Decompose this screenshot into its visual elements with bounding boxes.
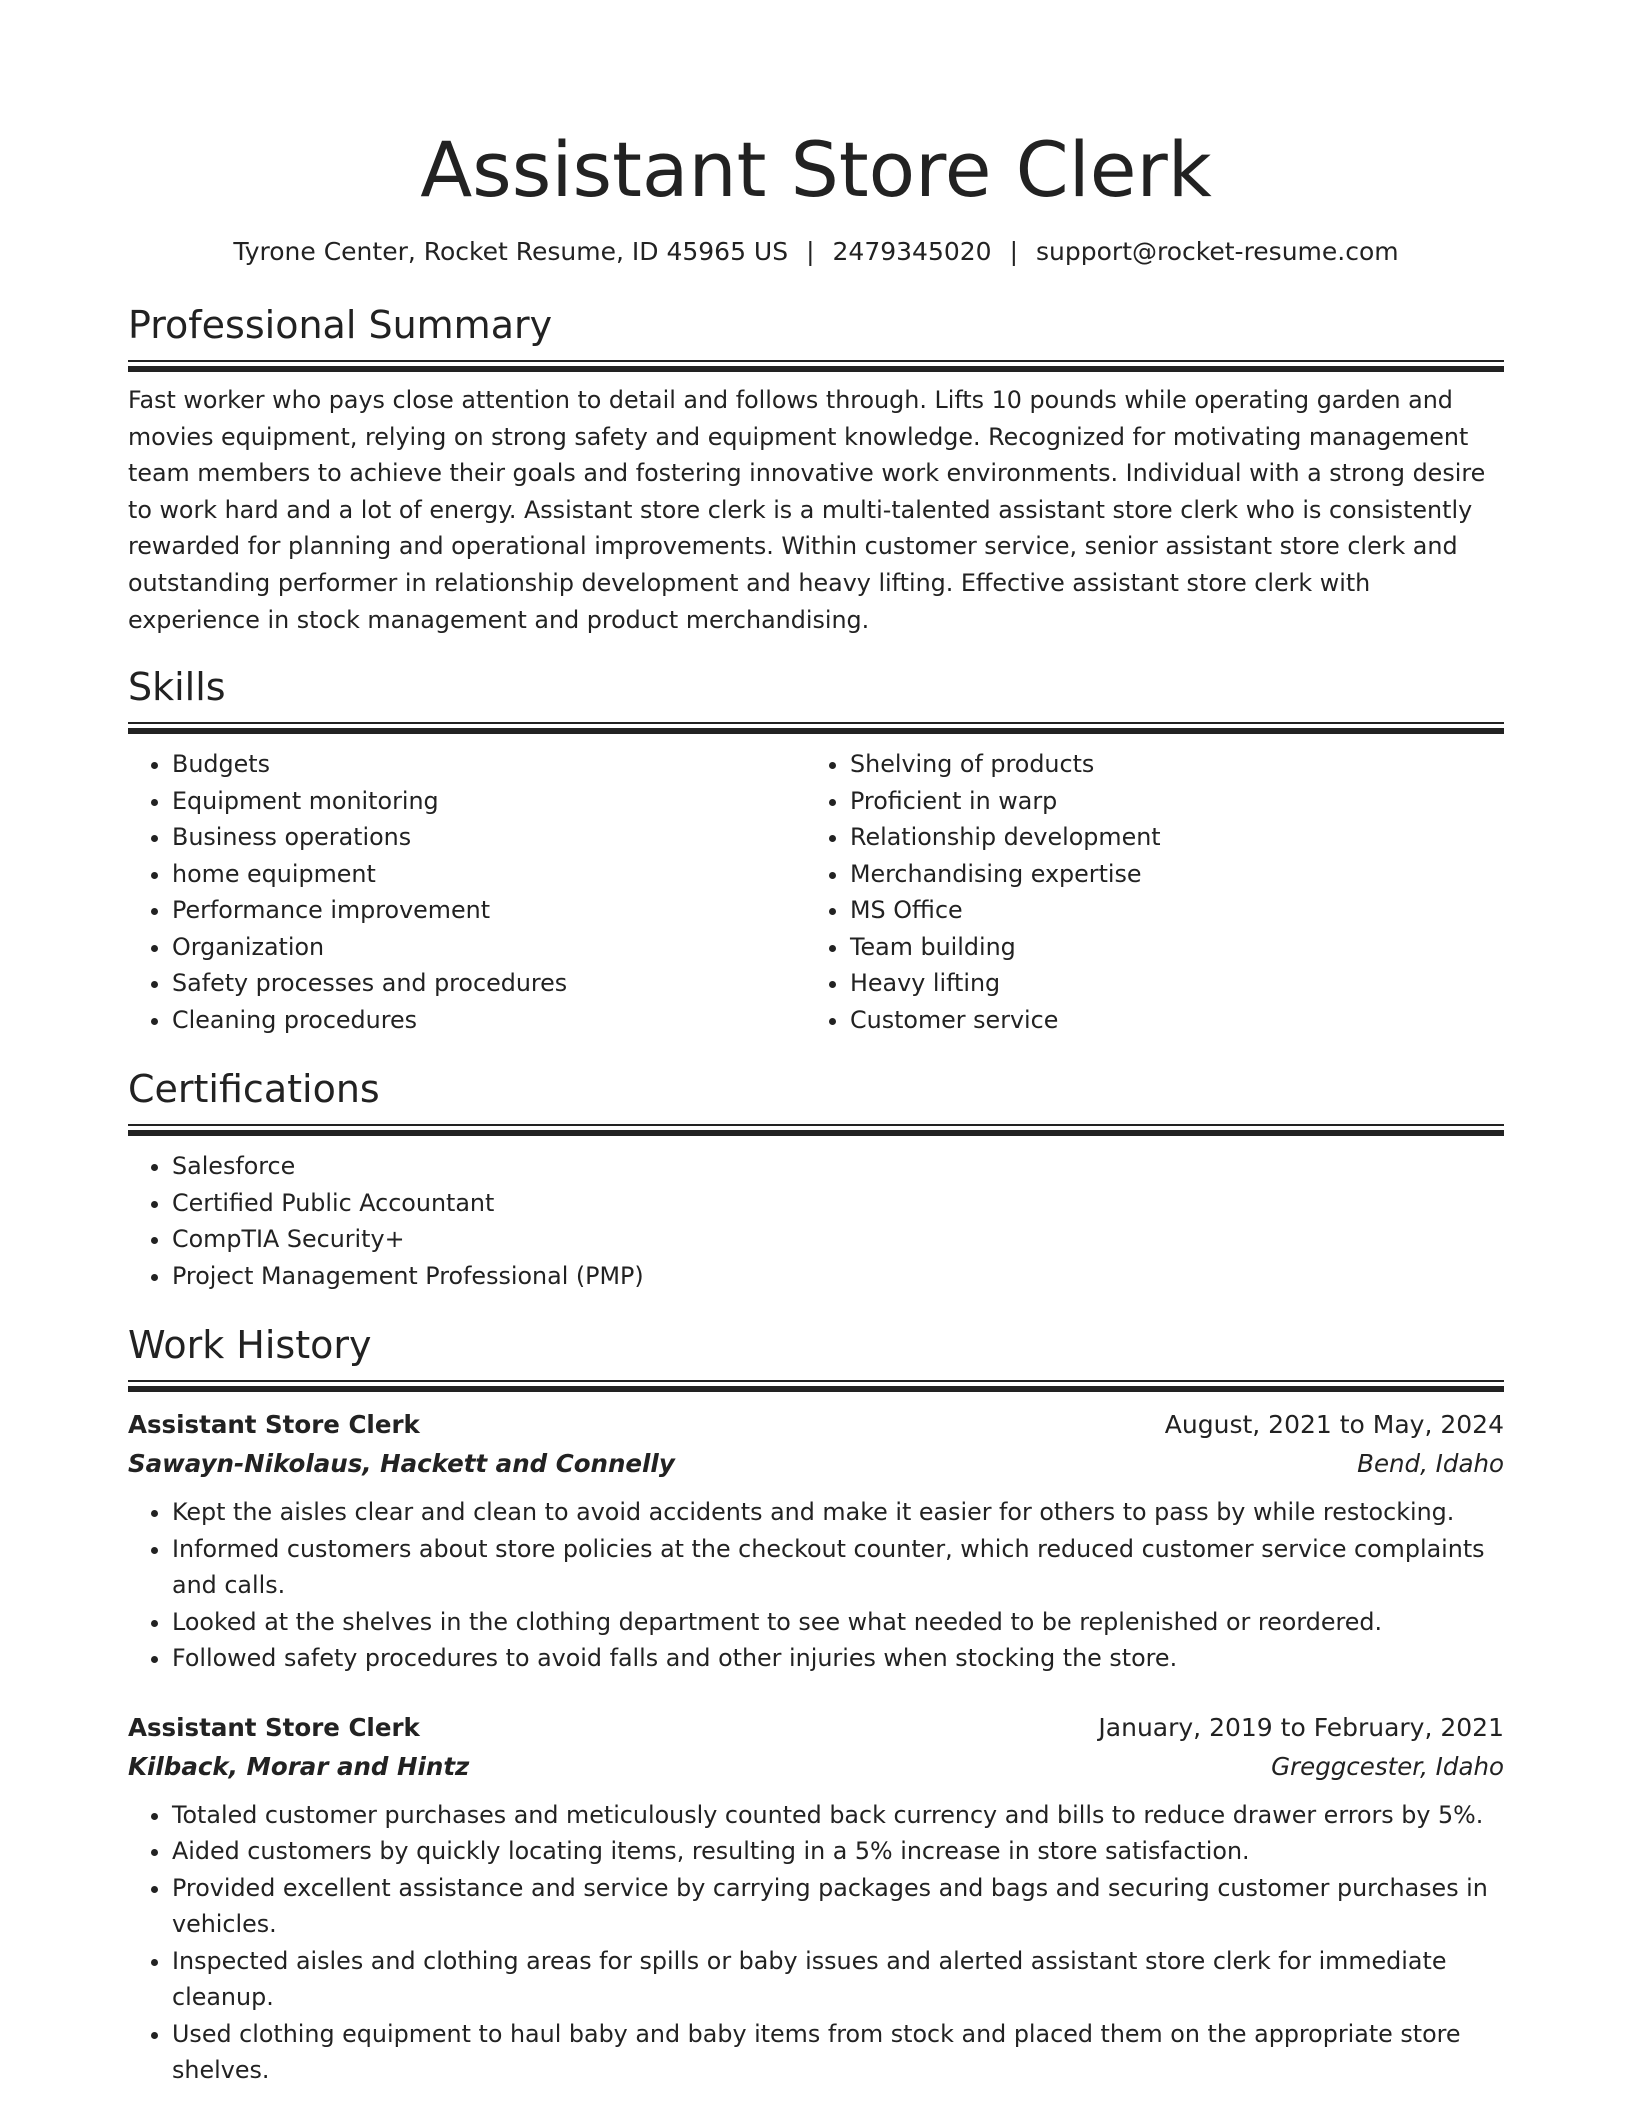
job-entry [128, 1709, 1504, 2089]
skill-item: • home equipment [172, 856, 806, 893]
skill-item: • Shelving of products [850, 746, 1484, 783]
contact-separator: | [806, 237, 815, 266]
summary-text: Fast worker who pays close attention to detail and follows through. Lifts 10 pounds while operating garden and movies equipment, relying on strong safety and equipment knowledge. Recognized for motivating management team members to achieve their goals and fostering innovative work environments. Individual with a strong desire to work hard and a lot of energy. Assistant store clerk is a multi-talented assistant store clerk who is consistently rewarded for planning and operational improvements. Within customer service, senior assistant store clerk and outstanding performer in relationship development and heavy lifting. Effective assistant store clerk with experience in stock management and product merchandising. [128, 386, 1486, 634]
section-divider [128, 360, 1504, 372]
job-bullet: • Informed customers about store policies at the checkout counter, which reduced customer service complaints and calls. [172, 1531, 1504, 1604]
contact-line [128, 236, 1504, 268]
job-bullet: • Followed safety procedures to avoid falls and other injuries when stocking the store. [172, 1640, 1504, 1677]
skill-item: • Organization [172, 929, 806, 966]
job-header [128, 1709, 1504, 1747]
job-bullet: • Totaled customer purchases and meticulously counted back currency and bills to reduce drawer errors by 5%. [172, 1797, 1504, 1834]
skill-item: • Business operations [172, 819, 806, 856]
job-bullet: • Inspected aisles and clothing areas for spills or baby issues and alerted assistant store clerk for immediate cleanup. [172, 1943, 1504, 2016]
section-divider [128, 1124, 1504, 1136]
job-location: Greggcester, Idaho [1271, 1751, 1504, 1781]
job-bullet: • Looked at the shelves in the clothing department to see what needed to be replenished or reordered. [172, 1604, 1504, 1641]
job-bullets [128, 1494, 1504, 1677]
skill-item: • Performance improvement [172, 892, 806, 929]
summary-title: Professional Summary [128, 303, 553, 347]
certification-item: • CompTIA Security+ [172, 1221, 1504, 1258]
job-header [128, 1406, 1504, 1444]
certifications-list [128, 1148, 1504, 1294]
skill-item: • Safety processes and procedures [172, 965, 806, 1002]
job-company: Sawayn-Nikolaus, Hackett and Connelly [128, 1449, 675, 1479]
certification-item: • Salesforce [172, 1148, 1504, 1185]
certification-item: • Certified Public Accountant [172, 1185, 1504, 1222]
job-entry [128, 1406, 1504, 1677]
certifications-section [128, 1066, 1504, 1294]
job-bullet: • Used clothing equipment to haul baby and baby items from stock and placed them on the appropriate store shelves. [172, 2016, 1504, 2089]
skill-item: • Equipment monitoring [172, 783, 806, 820]
job-bullet: • Aided customers by quickly locating items, resulting in a 5% increase in store satisfaction. [172, 1833, 1504, 1870]
skills-right-list [806, 746, 1484, 1038]
skill-item: • Relationship development [850, 819, 1484, 856]
contact-phone: 2479345020 [832, 237, 992, 266]
job-dates: August, 2021 to May, 2024 [1164, 1410, 1504, 1440]
job-title: Assistant Store Clerk [128, 1410, 420, 1440]
work-history-title: Work History [128, 1323, 372, 1368]
job-location: Bend, Idaho [1357, 1449, 1504, 1479]
skills-title: Skills [128, 665, 226, 710]
job-company: Kilback, Morar and Hintz [128, 1751, 470, 1781]
section-divider [128, 722, 1504, 734]
job-title: Assistant Store Clerk [128, 1712, 420, 1742]
skills-columns [128, 746, 1504, 1038]
skill-item: • Proficient in warp [850, 783, 1484, 820]
skill-item: • Budgets [172, 746, 806, 783]
job-bullets [128, 1797, 1504, 2089]
resume-name: Assistant Store Clerk [420, 125, 1212, 214]
job-bullet: • Provided excellent assistance and service by carrying packages and bags and securing customer purchases in vehicles. [172, 1870, 1504, 1943]
job-bullet: • Kept the aisles clear and clean to avoid accidents and make it easier for others to pass by while restocking. [172, 1494, 1504, 1531]
work-history-section [128, 1322, 1504, 2089]
skill-item: • Customer service [850, 1002, 1484, 1039]
skills-right-column [806, 746, 1484, 1038]
skills-section [128, 664, 1504, 1038]
skill-item: • Merchandising expertise [850, 856, 1484, 893]
job-dates: January, 2019 to February, 2021 [1098, 1712, 1504, 1742]
resume-page [128, 0, 1504, 2089]
skills-left-list [128, 746, 806, 1038]
summary-section [128, 302, 1504, 638]
skill-item: • Heavy lifting [850, 965, 1484, 1002]
skill-item: • Team building [850, 929, 1484, 966]
skill-item: • MS Office [850, 892, 1484, 929]
contact-address: Tyrone Center, Rocket Resume, ID 45965 US [233, 237, 789, 266]
contact-email: support@rocket-resume.com [1036, 237, 1399, 266]
job-subheader [128, 1747, 1504, 1787]
skills-left-column [128, 746, 806, 1038]
skill-item: • Cleaning procedures [172, 1002, 806, 1039]
section-divider [128, 1380, 1504, 1392]
certification-item: • Project Management Professional (PMP) [172, 1258, 1504, 1295]
certifications-title: Certifications [128, 1067, 380, 1112]
job-subheader [128, 1444, 1504, 1484]
contact-separator: | [1009, 237, 1019, 266]
